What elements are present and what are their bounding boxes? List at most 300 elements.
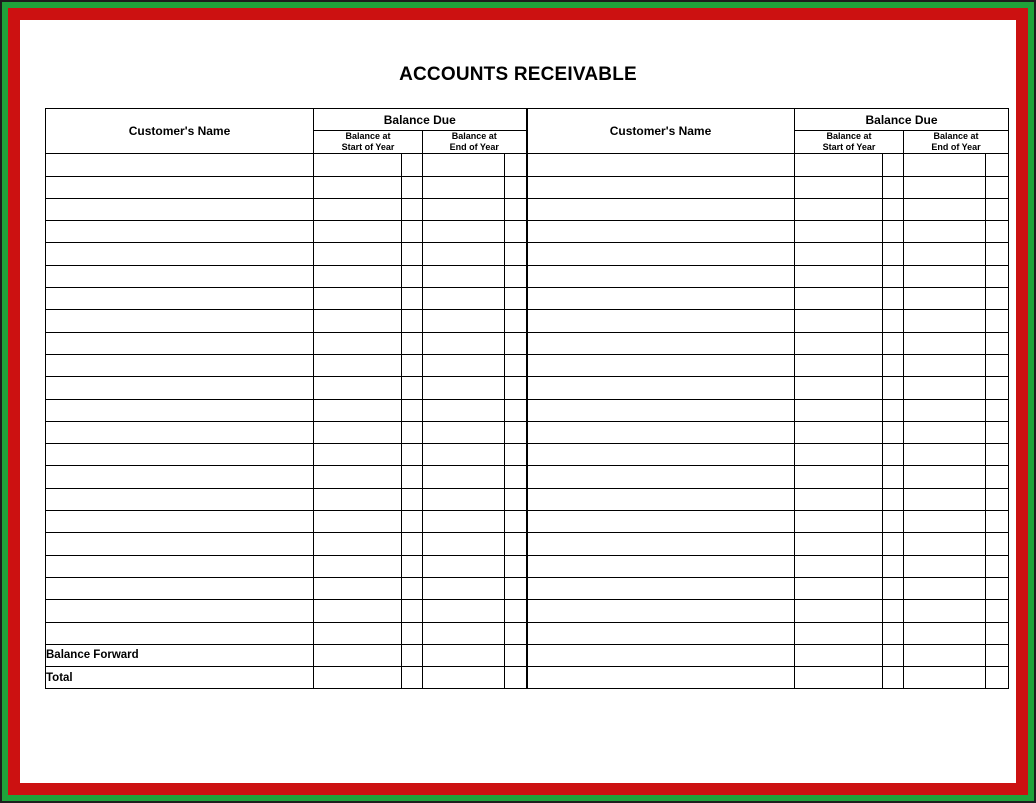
ledger-left-half — [45, 108, 526, 752]
amount-cell[interactable] — [505, 198, 527, 220]
table-row — [46, 332, 527, 354]
amount-cell[interactable] — [402, 332, 423, 354]
amount-cell[interactable] — [795, 667, 883, 689]
customer-name-cell[interactable] — [46, 600, 314, 622]
amount-cell[interactable] — [314, 243, 402, 265]
table-row — [527, 444, 1009, 466]
amount-cell[interactable] — [986, 644, 1009, 666]
amount-cell[interactable] — [883, 466, 904, 488]
table-row — [46, 243, 527, 265]
amount-cell[interactable] — [505, 488, 527, 510]
customer-name-cell[interactable] — [527, 176, 795, 198]
amount-cell[interactable] — [795, 399, 883, 421]
customer-name-cell[interactable] — [46, 288, 314, 310]
amount-cell[interactable] — [402, 310, 423, 332]
amount-cell[interactable] — [795, 421, 883, 443]
amount-cell[interactable] — [795, 176, 883, 198]
amount-cell[interactable] — [505, 332, 527, 354]
amount-cell[interactable] — [314, 198, 402, 220]
amount-cell[interactable] — [402, 265, 423, 287]
amount-cell[interactable] — [904, 154, 986, 176]
amount-cell[interactable] — [795, 577, 883, 599]
table-row — [46, 421, 527, 443]
amount-cell[interactable] — [883, 644, 904, 666]
table-row — [46, 667, 527, 689]
amount-cell[interactable] — [505, 421, 527, 443]
amount-cell[interactable] — [795, 466, 883, 488]
customer-name-cell[interactable] — [46, 622, 314, 644]
amount-cell[interactable] — [883, 399, 904, 421]
footer-label: Total — [46, 667, 314, 689]
table-row — [527, 332, 1009, 354]
table-row — [527, 466, 1009, 488]
amount-cell[interactable] — [505, 511, 527, 533]
amount-cell[interactable] — [402, 667, 423, 689]
table-row — [527, 176, 1009, 198]
amount-cell[interactable] — [795, 154, 883, 176]
amount-cell[interactable] — [505, 444, 527, 466]
balance-due-header: Balance Due — [795, 109, 1009, 131]
amount-cell[interactable] — [402, 377, 423, 399]
amount-cell[interactable] — [402, 533, 423, 555]
amount-cell[interactable] — [314, 511, 402, 533]
customer-name-cell[interactable] — [527, 243, 795, 265]
amount-cell[interactable] — [423, 221, 505, 243]
amount-cell[interactable] — [505, 377, 527, 399]
amount-cell[interactable] — [402, 600, 423, 622]
amount-cell[interactable] — [883, 421, 904, 443]
amount-cell[interactable] — [883, 533, 904, 555]
amount-cell[interactable] — [314, 399, 402, 421]
amount-cell[interactable] — [505, 466, 527, 488]
amount-cell[interactable] — [402, 288, 423, 310]
amount-cell[interactable] — [314, 154, 402, 176]
table-row — [46, 577, 527, 599]
amount-cell[interactable] — [795, 288, 883, 310]
amount-cell[interactable] — [795, 644, 883, 666]
amount-cell[interactable] — [505, 577, 527, 599]
amount-cell[interactable] — [795, 354, 883, 376]
amount-cell[interactable] — [314, 354, 402, 376]
customer-name-header: Customer's Name — [46, 109, 314, 154]
amount-cell[interactable] — [314, 644, 402, 666]
table-row — [527, 600, 1009, 622]
amount-cell[interactable] — [505, 399, 527, 421]
amount-cell[interactable] — [986, 221, 1009, 243]
amount-cell[interactable] — [795, 265, 883, 287]
amount-cell[interactable] — [795, 488, 883, 510]
table-row — [527, 511, 1009, 533]
customer-name-cell[interactable] — [527, 354, 795, 376]
table-row — [46, 154, 527, 176]
customer-name-cell[interactable] — [46, 198, 314, 220]
table-row — [46, 265, 527, 287]
amount-cell[interactable] — [423, 154, 505, 176]
amount-cell[interactable] — [986, 667, 1009, 689]
amount-cell[interactable] — [505, 221, 527, 243]
customer-name-cell[interactable] — [527, 555, 795, 577]
amount-cell[interactable] — [904, 265, 986, 287]
table-row — [46, 511, 527, 533]
amount-cell[interactable] — [314, 466, 402, 488]
amount-cell[interactable] — [423, 176, 505, 198]
amount-cell[interactable] — [505, 288, 527, 310]
amount-cell[interactable] — [986, 198, 1009, 220]
amount-cell[interactable] — [986, 288, 1009, 310]
customer-name-cell[interactable] — [46, 533, 314, 555]
amount-cell[interactable] — [314, 555, 402, 577]
amount-cell[interactable] — [423, 667, 505, 689]
amount-cell[interactable] — [795, 444, 883, 466]
amount-cell[interactable] — [883, 243, 904, 265]
customer-name-cell[interactable] — [46, 399, 314, 421]
amount-cell[interactable] — [904, 466, 986, 488]
amount-cell[interactable] — [904, 243, 986, 265]
customer-name-cell[interactable] — [46, 466, 314, 488]
amount-cell[interactable] — [423, 622, 505, 644]
balance-end-label: Balance at End of Year — [931, 131, 981, 153]
customer-name-cell[interactable] — [527, 399, 795, 421]
customer-name-cell[interactable] — [527, 288, 795, 310]
customer-name-cell[interactable] — [527, 577, 795, 599]
amount-cell[interactable] — [795, 221, 883, 243]
amount-cell[interactable] — [505, 667, 527, 689]
amount-cell[interactable] — [986, 622, 1009, 644]
customer-name-cell[interactable] — [527, 198, 795, 220]
amount-cell[interactable] — [883, 555, 904, 577]
amount-cell[interactable] — [423, 533, 505, 555]
amount-cell[interactable] — [986, 533, 1009, 555]
amount-cell[interactable] — [402, 243, 423, 265]
table-row — [46, 600, 527, 622]
table-row — [46, 466, 527, 488]
customer-name-cell[interactable] — [46, 243, 314, 265]
customer-name-cell[interactable] — [46, 488, 314, 510]
amount-cell[interactable] — [402, 198, 423, 220]
amount-cell[interactable] — [402, 154, 423, 176]
table-row — [46, 176, 527, 198]
ledger-table-left — [45, 108, 528, 689]
amount-cell[interactable] — [883, 154, 904, 176]
table-row — [46, 354, 527, 376]
amount-cell[interactable] — [423, 600, 505, 622]
customer-name-cell[interactable] — [527, 310, 795, 332]
amount-cell[interactable] — [314, 176, 402, 198]
customer-name-cell[interactable] — [46, 555, 314, 577]
amount-cell[interactable] — [986, 243, 1009, 265]
customer-name-cell[interactable] — [46, 511, 314, 533]
amount-cell[interactable] — [904, 176, 986, 198]
table-row — [527, 421, 1009, 443]
amount-cell[interactable] — [986, 176, 1009, 198]
customer-name-cell[interactable] — [527, 622, 795, 644]
amount-cell[interactable] — [314, 488, 402, 510]
table-row — [46, 555, 527, 577]
amount-cell[interactable] — [314, 421, 402, 443]
amount-cell[interactable] — [904, 533, 986, 555]
customer-name-cell[interactable] — [527, 667, 795, 689]
amount-cell[interactable] — [423, 265, 505, 287]
amount-cell[interactable] — [883, 288, 904, 310]
amount-cell[interactable] — [883, 577, 904, 599]
amount-cell[interactable] — [883, 600, 904, 622]
amount-cell[interactable] — [423, 288, 505, 310]
amount-cell[interactable] — [883, 265, 904, 287]
amount-cell[interactable] — [904, 488, 986, 510]
amount-cell[interactable] — [986, 466, 1009, 488]
amount-cell[interactable] — [505, 600, 527, 622]
amount-cell[interactable] — [795, 332, 883, 354]
amount-cell[interactable] — [505, 533, 527, 555]
amount-cell[interactable] — [904, 622, 986, 644]
amount-cell[interactable] — [402, 444, 423, 466]
customer-name-cell[interactable] — [46, 332, 314, 354]
ledger-table-right — [526, 108, 1009, 689]
amount-cell[interactable] — [883, 511, 904, 533]
amount-cell[interactable] — [314, 377, 402, 399]
customer-name-cell[interactable] — [527, 444, 795, 466]
amount-cell[interactable] — [883, 377, 904, 399]
customer-name-cell[interactable] — [527, 644, 795, 666]
amount-cell[interactable] — [986, 421, 1009, 443]
balance-due-header: Balance Due — [314, 109, 527, 131]
table-row — [46, 533, 527, 555]
table-row — [527, 533, 1009, 555]
amount-cell[interactable] — [423, 354, 505, 376]
amount-cell[interactable] — [314, 533, 402, 555]
customer-name-cell[interactable] — [46, 265, 314, 287]
amount-cell[interactable] — [314, 332, 402, 354]
amount-cell[interactable] — [904, 377, 986, 399]
amount-cell[interactable] — [986, 332, 1009, 354]
amount-cell[interactable] — [423, 243, 505, 265]
customer-name-cell[interactable] — [46, 377, 314, 399]
amount-cell[interactable] — [505, 176, 527, 198]
table-row — [527, 667, 1009, 689]
amount-cell[interactable] — [402, 421, 423, 443]
amount-cell[interactable] — [314, 265, 402, 287]
amount-cell[interactable] — [402, 399, 423, 421]
amount-cell[interactable] — [314, 622, 402, 644]
customer-name-cell[interactable] — [527, 488, 795, 510]
amount-cell[interactable] — [423, 555, 505, 577]
amount-cell[interactable] — [423, 644, 505, 666]
amount-cell[interactable] — [986, 354, 1009, 376]
customer-name-cell[interactable] — [46, 444, 314, 466]
amount-cell[interactable] — [904, 198, 986, 220]
amount-cell[interactable] — [904, 288, 986, 310]
amount-cell[interactable] — [402, 176, 423, 198]
amount-cell[interactable] — [402, 511, 423, 533]
customer-name-cell[interactable] — [527, 377, 795, 399]
table-row — [527, 265, 1009, 287]
table-row — [527, 377, 1009, 399]
amount-cell[interactable] — [883, 444, 904, 466]
amount-cell[interactable] — [904, 577, 986, 599]
amount-cell[interactable] — [904, 310, 986, 332]
amount-cell[interactable] — [314, 600, 402, 622]
amount-cell[interactable] — [505, 354, 527, 376]
amount-cell[interactable] — [904, 555, 986, 577]
amount-cell[interactable] — [904, 421, 986, 443]
amount-cell[interactable] — [505, 265, 527, 287]
amount-cell[interactable] — [904, 600, 986, 622]
amount-cell[interactable] — [402, 644, 423, 666]
amount-cell[interactable] — [904, 332, 986, 354]
amount-cell[interactable] — [505, 310, 527, 332]
customer-name-cell[interactable] — [46, 421, 314, 443]
balance-end-header — [423, 131, 527, 154]
amount-cell[interactable] — [423, 198, 505, 220]
table-row — [46, 377, 527, 399]
green-border — [2, 2, 1034, 801]
table-row — [527, 555, 1009, 577]
amount-cell[interactable] — [795, 243, 883, 265]
amount-cell[interactable] — [314, 667, 402, 689]
amount-cell[interactable] — [986, 555, 1009, 577]
amount-cell[interactable] — [795, 600, 883, 622]
amount-cell[interactable] — [402, 622, 423, 644]
customer-name-cell[interactable] — [527, 154, 795, 176]
table-row — [46, 622, 527, 644]
amount-cell[interactable] — [795, 310, 883, 332]
amount-cell[interactable] — [904, 221, 986, 243]
amount-cell[interactable] — [423, 488, 505, 510]
customer-name-cell[interactable] — [527, 466, 795, 488]
customer-name-cell[interactable] — [46, 176, 314, 198]
table-row — [46, 444, 527, 466]
amount-cell[interactable] — [904, 644, 986, 666]
amount-cell[interactable] — [423, 332, 505, 354]
amount-cell[interactable] — [883, 221, 904, 243]
amount-cell[interactable] — [883, 310, 904, 332]
amount-cell[interactable] — [423, 466, 505, 488]
amount-cell[interactable] — [986, 399, 1009, 421]
ledger — [45, 108, 1008, 752]
table-row — [46, 288, 527, 310]
customer-name-cell[interactable] — [527, 265, 795, 287]
amount-cell[interactable] — [423, 511, 505, 533]
amount-cell[interactable] — [402, 221, 423, 243]
balance-start-label: Balance at Start of Year — [341, 131, 395, 153]
amount-cell[interactable] — [423, 399, 505, 421]
amount-cell[interactable] — [883, 667, 904, 689]
amount-cell[interactable] — [986, 577, 1009, 599]
amount-cell[interactable] — [986, 265, 1009, 287]
table-row — [46, 644, 527, 666]
amount-cell[interactable] — [505, 555, 527, 577]
amount-cell[interactable] — [402, 488, 423, 510]
amount-cell[interactable] — [986, 600, 1009, 622]
amount-cell[interactable] — [883, 198, 904, 220]
table-row — [527, 243, 1009, 265]
amount-cell[interactable] — [423, 577, 505, 599]
table-row — [527, 354, 1009, 376]
amount-cell[interactable] — [795, 511, 883, 533]
customer-name-cell[interactable] — [46, 354, 314, 376]
amount-cell[interactable] — [904, 511, 986, 533]
amount-cell[interactable] — [795, 533, 883, 555]
customer-name-cell[interactable] — [46, 154, 314, 176]
customer-name-cell[interactable] — [46, 310, 314, 332]
amount-cell[interactable] — [986, 511, 1009, 533]
balance-start-header — [795, 131, 904, 154]
page-title: ACCOUNTS RECEIVABLE — [399, 64, 637, 85]
customer-name-cell[interactable] — [527, 600, 795, 622]
amount-cell[interactable] — [314, 577, 402, 599]
amount-cell[interactable] — [883, 176, 904, 198]
amount-cell[interactable] — [314, 288, 402, 310]
amount-cell[interactable] — [883, 622, 904, 644]
table-row — [46, 198, 527, 220]
amount-cell[interactable] — [795, 555, 883, 577]
table-row — [527, 288, 1009, 310]
amount-cell[interactable] — [883, 488, 904, 510]
table-row — [46, 310, 527, 332]
ledger-body-left — [46, 154, 527, 689]
amount-cell[interactable] — [314, 444, 402, 466]
balance-end-label: Balance at End of Year — [449, 131, 499, 153]
amount-cell[interactable] — [402, 555, 423, 577]
amount-cell[interactable] — [795, 622, 883, 644]
amount-cell[interactable] — [314, 221, 402, 243]
amount-cell[interactable] — [505, 644, 527, 666]
amount-cell[interactable] — [904, 444, 986, 466]
amount-cell[interactable] — [904, 667, 986, 689]
amount-cell[interactable] — [883, 354, 904, 376]
amount-cell[interactable] — [904, 399, 986, 421]
footer-label: Balance Forward — [46, 644, 314, 666]
table-row — [527, 399, 1009, 421]
amount-cell[interactable] — [423, 444, 505, 466]
amount-cell[interactable] — [986, 310, 1009, 332]
amount-cell[interactable] — [986, 444, 1009, 466]
amount-cell[interactable] — [795, 377, 883, 399]
customer-name-cell[interactable] — [46, 221, 314, 243]
amount-cell[interactable] — [986, 154, 1009, 176]
table-row — [527, 198, 1009, 220]
amount-cell[interactable] — [402, 354, 423, 376]
red-border — [8, 8, 1028, 795]
customer-name-cell[interactable] — [527, 511, 795, 533]
paper-sheet — [20, 20, 1016, 783]
amount-cell[interactable] — [986, 377, 1009, 399]
customer-name-cell[interactable] — [527, 221, 795, 243]
amount-cell[interactable] — [402, 577, 423, 599]
amount-cell[interactable] — [505, 243, 527, 265]
amount-cell[interactable] — [505, 154, 527, 176]
amount-cell[interactable] — [402, 466, 423, 488]
table-row — [527, 488, 1009, 510]
amount-cell[interactable] — [423, 377, 505, 399]
customer-name-header: Customer's Name — [527, 109, 795, 154]
amount-cell[interactable] — [423, 310, 505, 332]
amount-cell[interactable] — [314, 310, 402, 332]
table-row — [527, 221, 1009, 243]
amount-cell[interactable] — [904, 354, 986, 376]
amount-cell[interactable] — [423, 421, 505, 443]
amount-cell[interactable] — [795, 198, 883, 220]
amount-cell[interactable] — [986, 488, 1009, 510]
amount-cell[interactable] — [883, 332, 904, 354]
customer-name-cell[interactable] — [527, 421, 795, 443]
amount-cell[interactable] — [505, 622, 527, 644]
customer-name-cell[interactable] — [527, 332, 795, 354]
table-row — [527, 622, 1009, 644]
customer-name-cell[interactable] — [527, 533, 795, 555]
table-row — [46, 488, 527, 510]
customer-name-cell[interactable] — [46, 577, 314, 599]
